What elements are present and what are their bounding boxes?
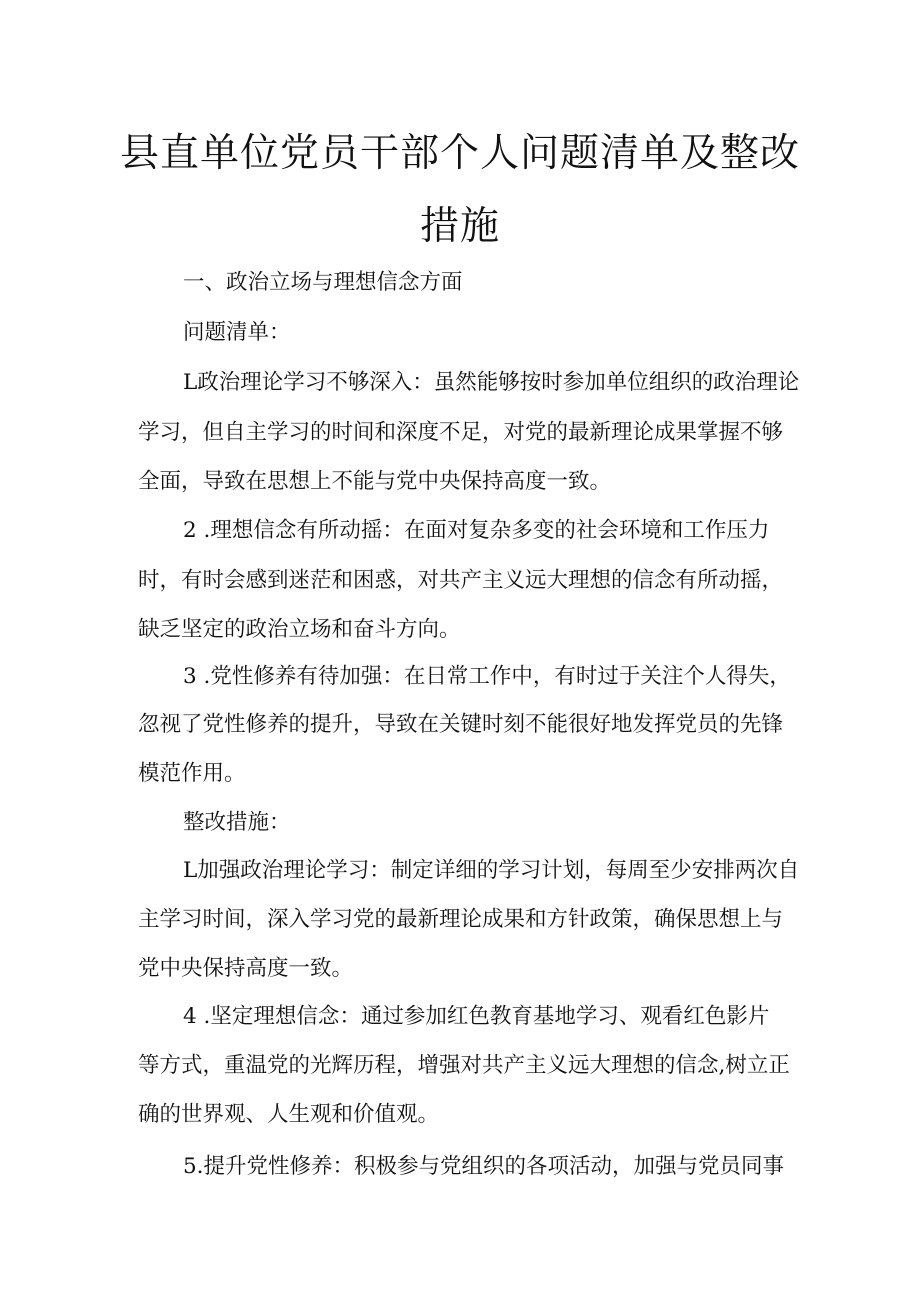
problem-item-3-line-2: 忽视了党性修养的提升，导致在关键时刻不能很好地发挥党员的先锋 [138,712,784,737]
problem-item-3-line-1: 3 .党性修养有待加强：在日常工作中，有时过于关注个人得失， [183,664,791,689]
problems-label: 问题清单： [183,320,291,345]
problem-item-1-line-3: 全面，导致在思想上不能与党中央保持高度一致。 [138,469,612,494]
measures-label: 整改措施： [183,810,291,835]
measure-item-2-line-1: 4 .坚定理想信念：通过参加红色教育基地学习、观看红色影片 [183,1004,770,1029]
section-heading: 一、政治立场与理想信念方面 [183,270,463,295]
measure-item-1-line-2: 主学习时间，深入学习党的最新理论成果和方针政策，确保思想上与 [138,907,784,932]
problem-item-1-line-2: 学习，但自主学习的时间和深度不足，对党的最新理论成果掌握不够 [138,420,784,445]
problem-item-2-line-3: 缺乏坚定的政治立场和奋斗方向。 [138,617,461,642]
measure-item-1-line-1: L加强政治理论学习：制定详细的学习计划，每周至少安排两次自 [183,858,800,883]
problem-item-3-line-3: 模范作用。 [138,761,246,786]
document-title-line-1: 县直单位党员干部个人问题清单及整改 [119,131,800,176]
measure-item-2-line-2: 等方式，重温党的光辉历程，增强对共产主义远大理想的信念,树立正 [138,1053,790,1078]
measure-item-2-line-3: 确的世界观、人生观和价值观。 [138,1102,440,1127]
document-title-line-2: 措施 [419,204,500,249]
problem-item-2-line-2: 时，有时会感到迷茫和困惑，对共产主义远大理想的信念有所动摇， [138,568,784,593]
problem-item-2-line-1: 2 .理想信念有所动摇：在面对复杂多变的社会环境和工作压力 [183,518,770,543]
measure-item-1-line-3: 党中央保持高度一致。 [138,956,354,981]
problem-item-1-line-1: L政治理论学习不够深入：虽然能够按时参加单位组织的政治理论 [183,370,800,395]
measure-item-3-line-1: 5.提升党性修养：积极参与党组织的各项活动，加强与党员同事 [183,1154,785,1179]
